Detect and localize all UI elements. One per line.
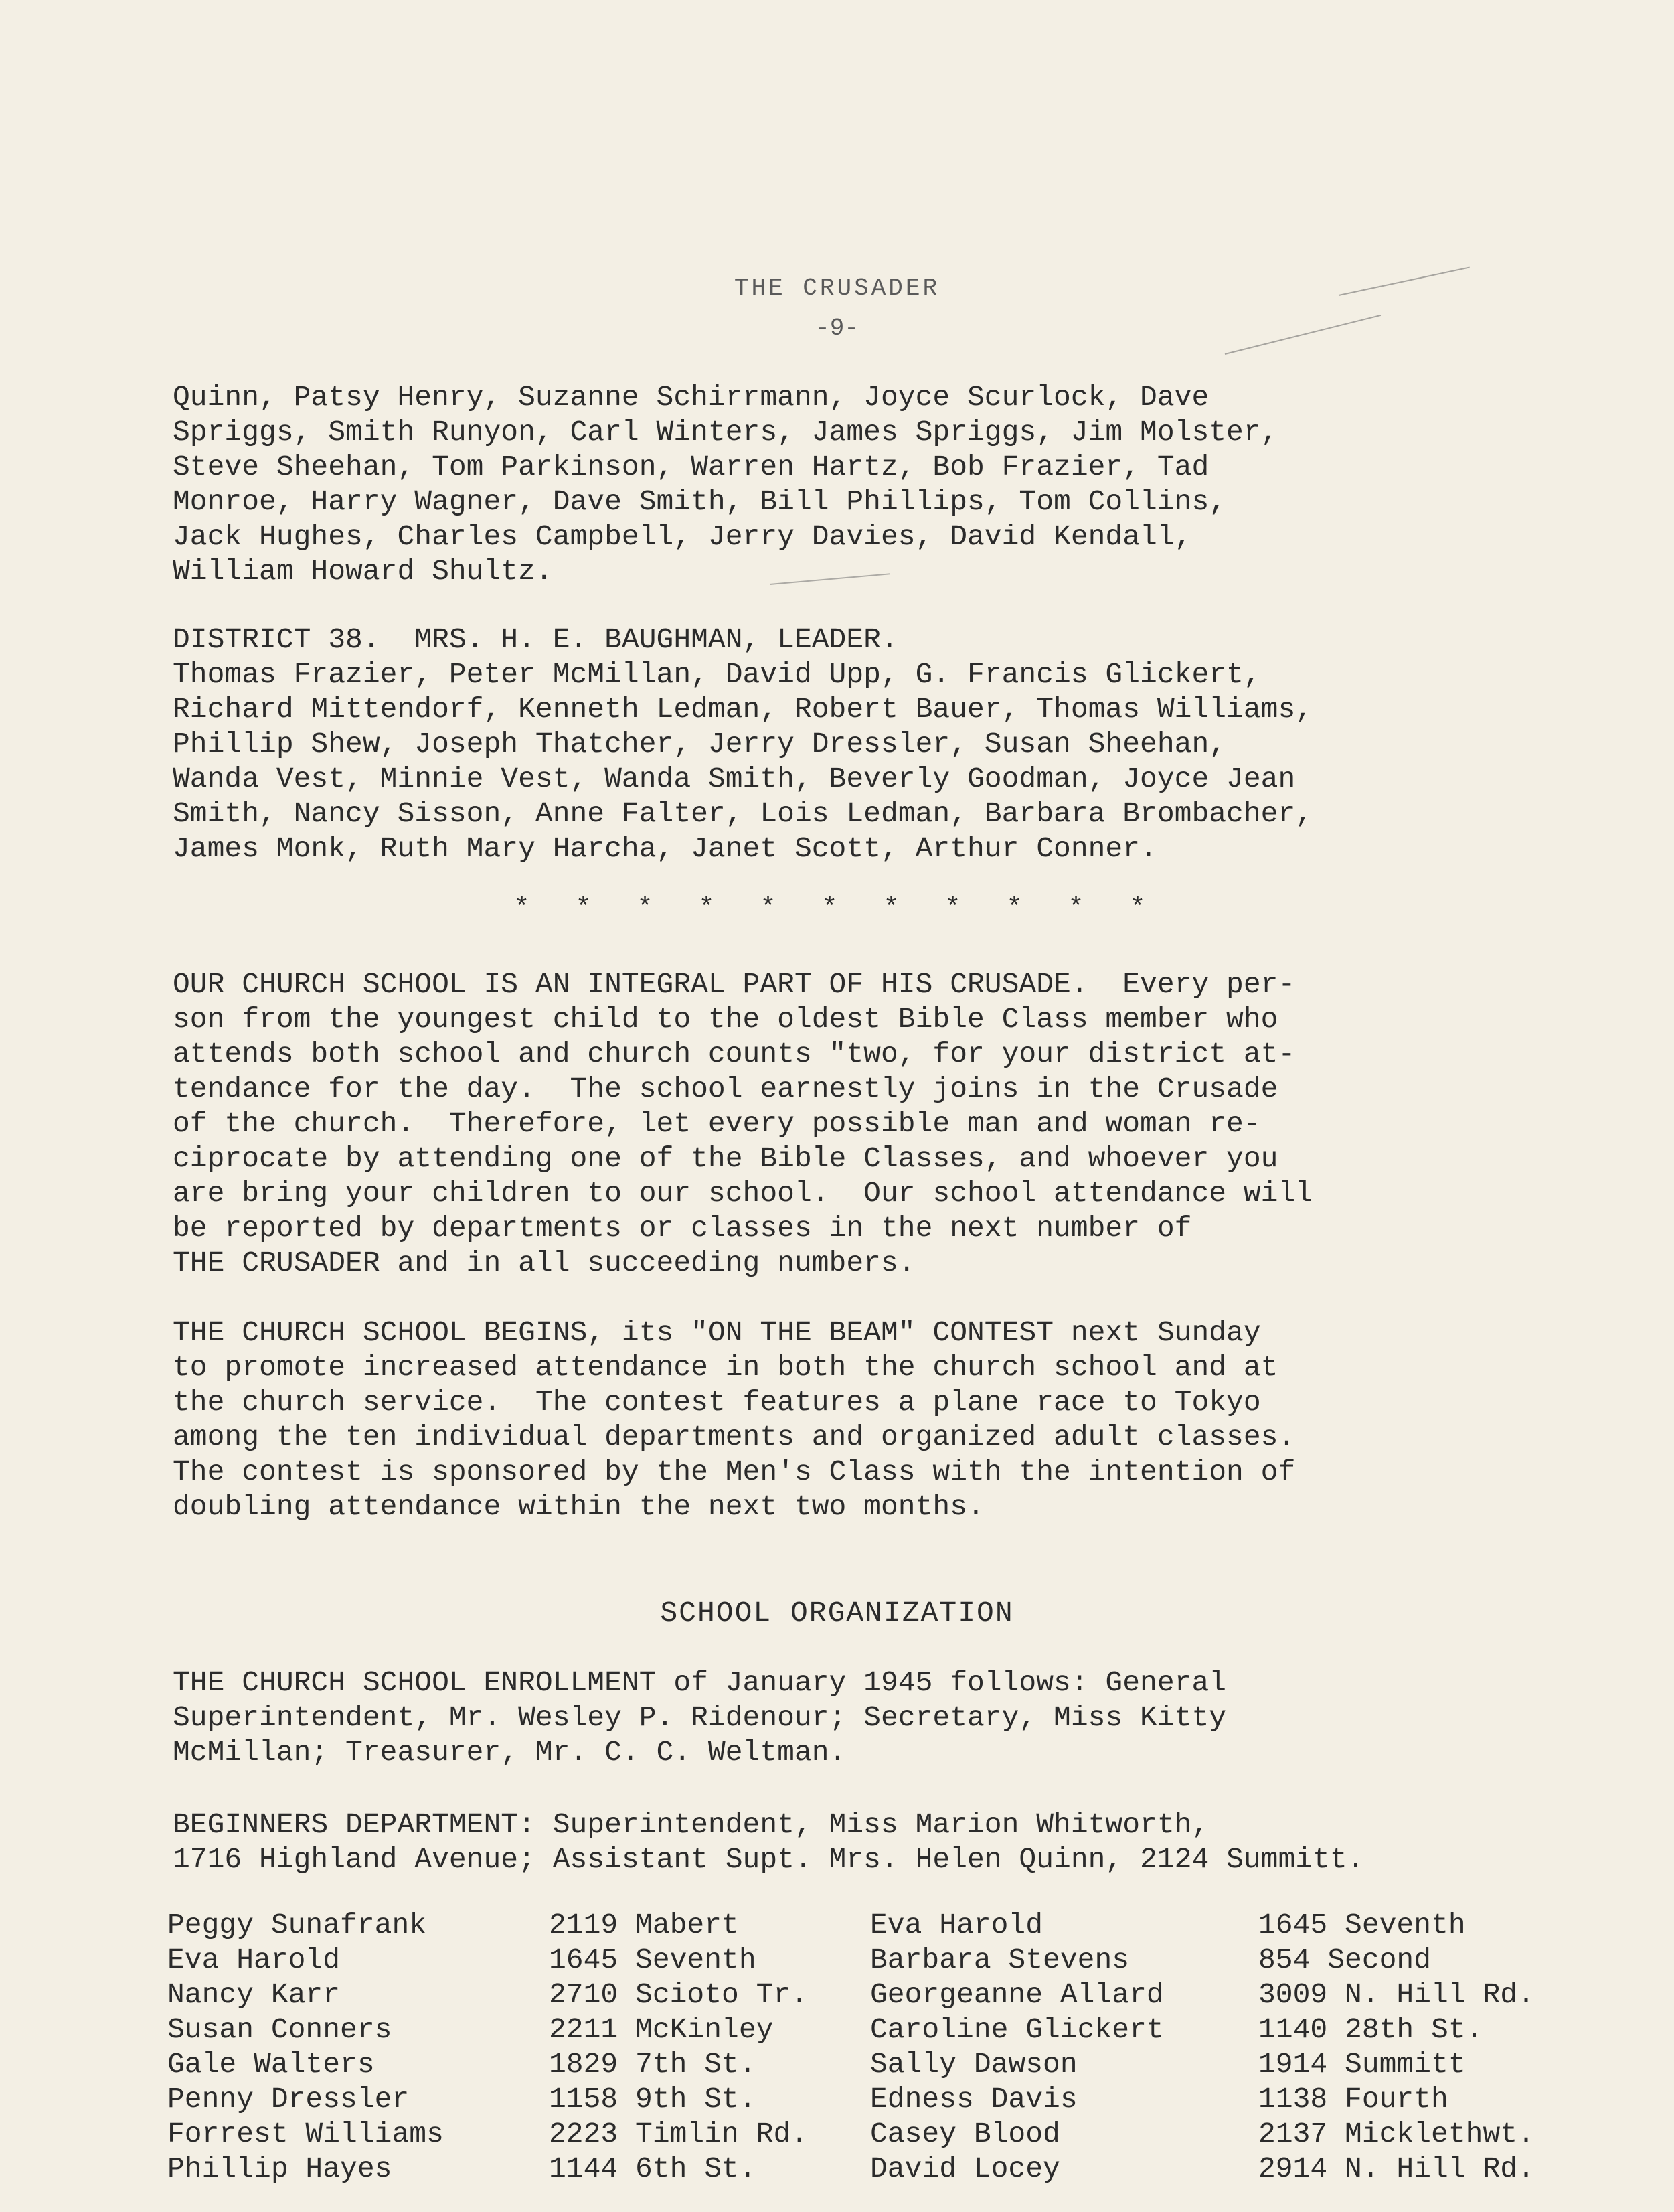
text-line: McMillan; Treasurer, Mr. C. C. Weltman. (173, 1736, 847, 1769)
text-line: BEGINNERS DEPARTMENT: Superintendent, Miss Marion Whitworth, (173, 1808, 1209, 1841)
enrollment-paragraph (173, 1666, 1545, 1770)
text-line: attends both school and church counts "two, for your district at- (173, 1038, 1296, 1071)
student-address: 1158 9th St. (549, 2083, 756, 2116)
contest-paragraph (173, 1316, 1545, 1524)
text-line: Jack Hughes, Charles Campbell, Jerry Davies, David Kendall, (173, 520, 1192, 553)
star-separator: * * * * * * * * * * * (513, 894, 1161, 924)
student-name: Casey Blood (870, 2118, 1060, 2150)
text-line: Superintendent, Mr. Wesley P. Ridenour; Secretary, Miss Kitty (173, 1701, 1227, 1734)
text-line: Wanda Vest, Minnie Vest, Wanda Smith, Beverly Goodman, Joyce Jean (173, 763, 1296, 795)
text-line: among the ten individual departments and organized adult classes. (173, 1421, 1296, 1453)
text-line: THE CHURCH SCHOOL ENROLLMENT of January 1945 follows: General (173, 1666, 1227, 1699)
district-heading: DISTRICT 38. MRS. H. E. BAUGHMAN, LEADER. (173, 623, 898, 656)
text-line: are bring your children to our school. Our school attendance will (173, 1177, 1313, 1210)
student-name: Forrest Williams (167, 2118, 444, 2150)
student-address: 1645 Seventh (549, 1944, 756, 1976)
student-name: Peggy Sunafrank (167, 1909, 427, 1942)
text-line: of the church. Therefore, let every possible man and woman re- (173, 1107, 1261, 1140)
text-line: tendance for the day. The school earnestly joins in the Crusade (173, 1073, 1278, 1105)
text-line: The contest is sponsored by the Men's Class with the intention of (173, 1455, 1296, 1488)
student-address: 1144 6th St. (549, 2152, 756, 2185)
student-name: Susan Conners (167, 2013, 392, 2046)
student-address: 2119 Mabert (549, 1909, 739, 1942)
text-line: ciprocate by attending one of the Bible Classes, and whoever you (173, 1142, 1278, 1175)
text-line: Richard Mittendorf, Kenneth Ledman, Robert Bauer, Thomas Williams, (173, 693, 1313, 726)
student-address: 3009 N. Hill Rd. (1258, 1978, 1535, 2011)
student-address: 1914 Summitt (1258, 2048, 1466, 2081)
student-address: 854 Second (1258, 1944, 1432, 1976)
text-line: Quinn, Patsy Henry, Suzanne Schirrmann, Joyce Scurlock, Dave (173, 381, 1209, 414)
student-name: Barbara Stevens (870, 1944, 1130, 1976)
section-heading: SCHOOL ORGANIZATION (660, 1597, 1014, 1630)
student-address: 2710 Scioto Tr. (549, 1978, 809, 2011)
beginners-paragraph (173, 1808, 1545, 1877)
student-name: Edness Davis (870, 2083, 1078, 2116)
table-row (167, 1908, 1593, 1943)
text-line: Phillip Shew, Joseph Thatcher, Jerry Dressler, Susan Sheehan, (173, 728, 1227, 761)
student-address: 2223 Timlin Rd. (549, 2118, 809, 2150)
student-name: Caroline Glickert (870, 2013, 1164, 2046)
text-line: Spriggs, Smith Runyon, Carl Winters, James Spriggs, Jim Molster, (173, 416, 1278, 449)
table-row (167, 2152, 1593, 2187)
table-row (167, 2082, 1593, 2117)
table-row (167, 2047, 1593, 2082)
text-line: be reported by departments or classes in the next number of (173, 1212, 1192, 1245)
district-38-list (173, 623, 1545, 866)
text-line: Smith, Nancy Sisson, Anne Falter, Lois Ledman, Barbara Brombacher, (173, 797, 1313, 830)
table-row (167, 1978, 1593, 2012)
student-name: Phillip Hayes (167, 2152, 392, 2185)
student-name: David Locey (870, 2152, 1060, 2185)
text-line: the church service. The contest features a plane race to Tokyo (173, 1386, 1261, 1419)
text-line: doubling attendance within the next two months. (173, 1490, 985, 1523)
text-line: James Monk, Ruth Mary Harcha, Janet Scott, Arthur Conner. (173, 832, 1157, 865)
student-address: 1138 Fourth (1258, 2083, 1448, 2116)
table-row (167, 1943, 1593, 1978)
text-line: OUR CHURCH SCHOOL IS AN INTEGRAL PART OF HIS CRUSADE. Every per- (173, 968, 1296, 1001)
student-address: 2914 N. Hill Rd. (1258, 2152, 1535, 2185)
student-address: 2137 Micklethwt. (1258, 2118, 1535, 2150)
text-line: Steve Sheehan, Tom Parkinson, Warren Hartz, Bob Frazier, Tad (173, 451, 1209, 483)
student-name: Nancy Karr (167, 1978, 341, 2011)
text-line: Thomas Frazier, Peter McMillan, David Upp, G. Francis Glickert, (173, 658, 1261, 691)
student-address: 1645 Seventh (1258, 1909, 1466, 1942)
newsletter-title: THE CRUSADER (734, 274, 940, 302)
text-line: 1716 Highland Avenue; Assistant Supt. Mrs. Helen Quinn, 2124 Summitt. (173, 1843, 1365, 1876)
text-line: son from the youngest child to the oldest Bible Class member who (173, 1003, 1278, 1036)
text-line: William Howard Shultz. (173, 555, 553, 588)
text-line: to promote increased attendance in both the church school and at (173, 1351, 1278, 1384)
page-number: -9- (815, 315, 859, 342)
church-school-paragraph (173, 967, 1545, 1281)
student-name: Eva Harold (167, 1944, 341, 1976)
student-name: Georgeanne Allard (870, 1978, 1164, 2011)
text-line: THE CRUSADER and in all succeeding numbers. (173, 1247, 916, 1279)
student-name: Eva Harold (870, 1909, 1043, 1942)
text-line: Monroe, Harry Wagner, Dave Smith, Bill Phillips, Tom Collins, (173, 485, 1227, 518)
student-name: Gale Walters (167, 2048, 375, 2081)
student-address: 1140 28th St. (1258, 2013, 1483, 2046)
beginners-roster-table (167, 1908, 1593, 2187)
student-address: 2211 McKinley (549, 2013, 774, 2046)
student-name: Sally Dawson (870, 2048, 1078, 2081)
text-line: THE CHURCH SCHOOL BEGINS, its "ON THE BEAM" CONTEST next Sunday (173, 1316, 1261, 1349)
student-name: Penny Dressler (167, 2083, 410, 2116)
table-row (167, 2117, 1593, 2152)
student-address: 1829 7th St. (549, 2048, 756, 2081)
table-row (167, 2012, 1593, 2047)
names-continued (173, 380, 1545, 589)
